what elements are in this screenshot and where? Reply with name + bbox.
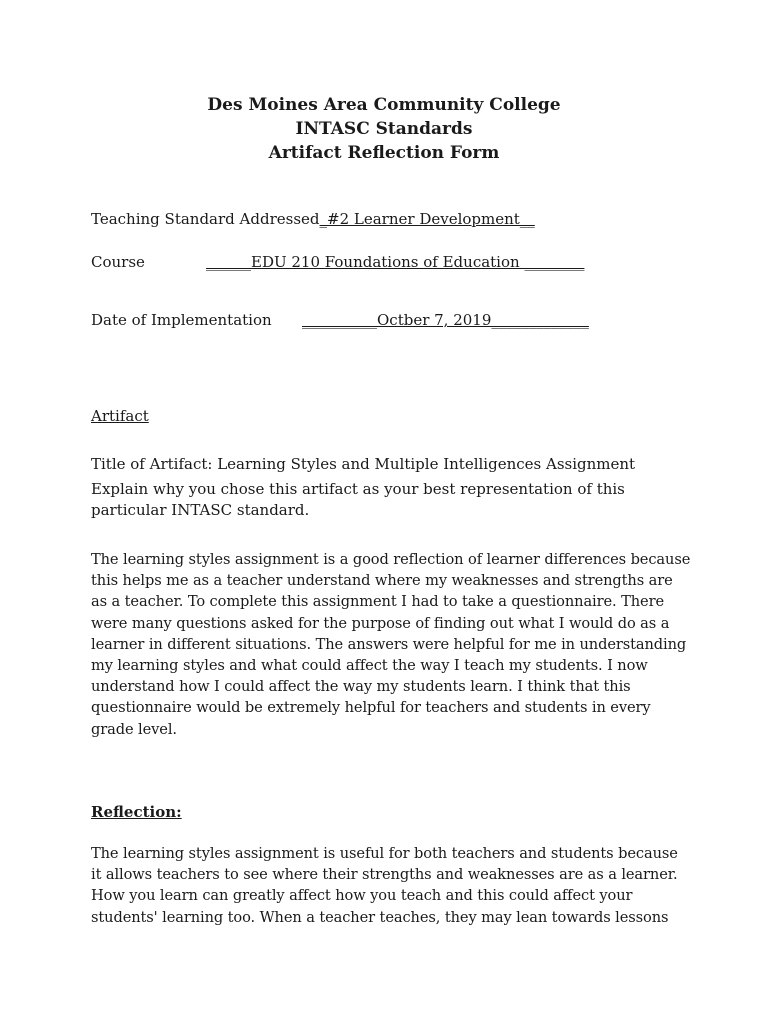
date-label: Date of Implementation	[91, 311, 272, 329]
teaching-standard-label: Teaching Standard Addressed	[91, 210, 320, 228]
standards-title: INTASC Standards	[295, 119, 473, 139]
form-title: Artifact Reflection Form	[268, 143, 500, 163]
reflection-paragraph: The learning styles assignment is useful for both teachers and students because it allows teachers to see where their strengths and weaknesses are as a learner. How you learn can greatly affect how you teach and this could affect your students' learning too. When a teacher teaches, they may lean towards lessons	[91, 845, 678, 926]
artifact-heading: Artifact	[91, 407, 149, 425]
artifact-paragraph: The learning styles assignment is a good reflection of learner differences because this helps me as a teacher understand where my weaknesses and strengths are as a teacher. To complete this assignment I had to take a questionnaire. There were many questions asked for the purpose of finding out what I would do as a learner in different situations. The answers were helpful for me in understanding my learning styles and what could affect the way I teach my students. I now understand how I could affect the way my students learn. I think that this questionnaire would be extremely helpful for teachers and students in every grade level.	[91, 551, 691, 738]
college-name: Des Moines Area Community College	[207, 95, 561, 115]
teaching-standard-value: _#2 Learner Development__	[319, 210, 535, 228]
teaching-standard-row	[91, 209, 535, 229]
document-header	[0, 93, 768, 165]
reflection-heading: Reflection:	[91, 803, 182, 821]
date-row	[91, 310, 589, 330]
artifact-title: Title of Artifact: Learning Styles and Multiple Intelligences Assignment	[91, 455, 636, 473]
course-row	[91, 252, 585, 272]
date-value: __________Octber 7, 2019_____________	[302, 311, 589, 329]
course-value: ______EDU 210 Foundations of Education ________	[206, 253, 585, 271]
course-label: Course	[91, 253, 145, 271]
artifact-explain-prompt: Explain why you chose this artifact as your best representation of this particular INTASC standard.	[91, 480, 625, 519]
